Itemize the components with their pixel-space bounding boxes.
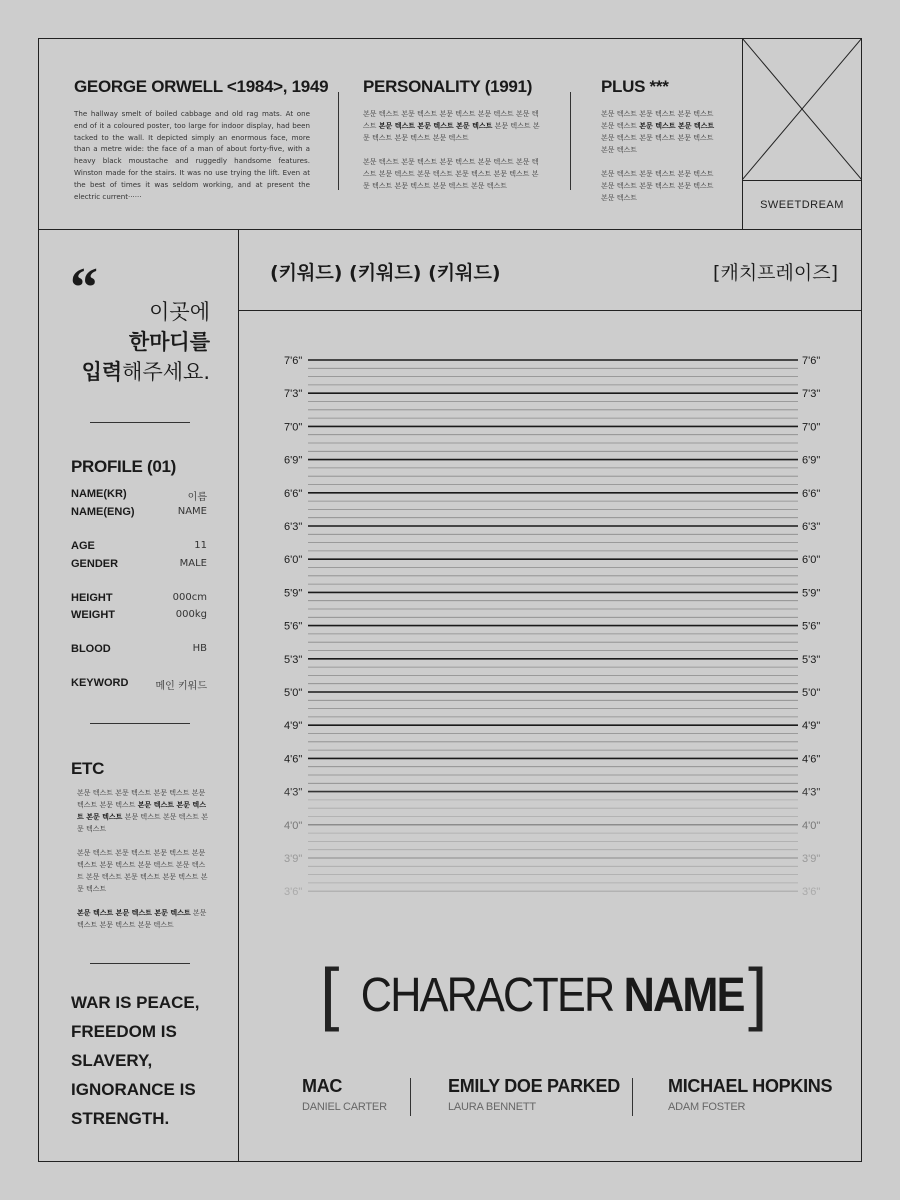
col2-text: 본문 텍스트 본문 텍스트 본문 텍스트 본문 텍스트 본문 텍스트 <box>363 110 539 130</box>
photo-frame-bottom <box>742 180 862 181</box>
height-label-right: 6'0" <box>802 554 821 567</box>
slogan-line: SLAVERY, <box>71 1051 153 1070</box>
profile-key: NAME(KR) <box>71 488 127 500</box>
height-label-right: 4'9" <box>802 720 821 733</box>
etc-text: 본문 텍스트 본문 텍스트 본문 텍스트 본문 텍스트 본문 텍스트 <box>77 789 206 809</box>
profile-value: 이름 <box>187 492 207 503</box>
name-block-subtitle: DANIEL CARTER <box>302 1101 387 1113</box>
height-label-right: 7'6" <box>802 355 821 367</box>
profile-value: NAME <box>177 506 207 517</box>
catchphrase: [캐치프레이즈] <box>713 262 838 284</box>
height-label-left: 6'6" <box>284 487 303 500</box>
height-label-right: 3'9" <box>802 853 821 865</box>
height-label-left: 5'3" <box>284 653 303 666</box>
height-label-left: 6'9" <box>284 454 303 467</box>
col3-text: 본문 텍스트 본문 텍스트 본문 텍스트 본문 텍스트 <box>601 110 714 130</box>
profile-title: PROFILE (01) <box>71 457 177 476</box>
slogan-line: WAR IS PEACE, <box>71 993 200 1012</box>
profile-value: 000kg <box>175 609 207 620</box>
height-label-right: 4'6" <box>802 753 821 766</box>
profile-row-keyword <box>71 677 207 692</box>
profile-value: 000cm <box>172 592 207 603</box>
name-block-title: EMILY DOE PARKED <box>448 1076 620 1096</box>
height-label-right: 5'0" <box>802 687 821 699</box>
etc-text: 본문 텍스트 본문 텍스트 본문 텍스트 <box>77 909 207 929</box>
header-col3-para1 <box>601 108 717 156</box>
profile-key: GENDER <box>71 558 119 570</box>
etc-para-2: 본문 텍스트 본문 텍스트 본문 텍스트 본문 텍스트 본문 텍스트 본문 텍스트 본문 텍스트 본문 텍스트 본문 텍스트 본문 텍스트 본문 텍스트 <box>77 849 208 893</box>
character-name-bold: NAME <box>623 969 744 1022</box>
etc-title: ETC <box>71 759 105 778</box>
header-col1-title: GEORGE ORWELL <1984>, 1949 <box>74 77 329 96</box>
header-col2-title: PERSONALITY (1991) <box>363 77 533 96</box>
slogan <box>71 988 199 1133</box>
profile-key: AGE <box>71 540 95 552</box>
profile-row-blood <box>71 643 207 655</box>
slogan-line: FREEDOM IS <box>71 1022 177 1041</box>
profile-value: HB <box>192 643 207 654</box>
quote-line-3 <box>60 357 210 387</box>
quote-block <box>60 297 210 387</box>
profile-value: 메인 키워드 <box>155 681 207 692</box>
height-label-right: 7'3" <box>802 388 821 401</box>
sidebar-divider <box>238 229 239 1162</box>
etc-bold-text: 본문 텍스트 본문 텍스트 본문 텍스트 <box>77 801 206 821</box>
height-label-left: 7'0" <box>284 421 303 434</box>
profile-key: WEIGHT <box>71 609 115 621</box>
header-col-divider-2 <box>570 92 571 190</box>
height-label-left: 3'9" <box>284 853 303 865</box>
profile-row-name-eng <box>71 506 207 518</box>
height-label-right: 7'0" <box>802 421 821 434</box>
profile-key: HEIGHT <box>71 592 113 604</box>
height-label-right: 6'6" <box>802 487 821 500</box>
height-label-right: 6'3" <box>802 521 821 533</box>
height-label-left: 3'6" <box>284 886 303 899</box>
height-chart <box>240 330 860 910</box>
sidebar-divider-2 <box>90 723 190 724</box>
name-block-1 <box>302 1076 387 1113</box>
col2-text: 본문 텍스트 본문 텍스트 본문 텍스트 본문 텍스트 <box>363 122 540 142</box>
profile-row-height <box>71 592 207 604</box>
header-col2-body <box>363 108 545 204</box>
profile-value: MALE <box>179 558 207 569</box>
height-label-left: 5'6" <box>284 620 303 633</box>
name-divider-2 <box>632 1078 633 1116</box>
sidebar-divider-1 <box>90 422 190 423</box>
name-block-title: MAC <box>302 1076 343 1096</box>
header-col1-body: The hallway smelt of boiled cabbage and old rag mats. At one end of it a coloured poster, too large for indoor display, had been tacked to the wall. It depicted simply an enormous face, more than a metre wide: the face of a man of about forty-five, with a heavy black moustache and ruggedly handsome features. Winston made for the stairs. It was no use trying the lift. Even at the best of times it was seldom working, and at present the electric current······ <box>74 109 310 201</box>
name-block-3 <box>668 1076 832 1113</box>
header-col3-body <box>601 108 717 216</box>
etc-para-3 <box>77 907 209 931</box>
height-label-left: 4'6" <box>284 753 303 766</box>
profile-row-gender <box>71 558 207 570</box>
height-label-right: 4'0" <box>802 819 821 832</box>
height-label-right: 4'3" <box>802 786 821 799</box>
profile-row-age <box>71 540 207 552</box>
col2-bold-text: 본문 텍스트 본문 텍스트 본문 텍스트 <box>378 122 493 130</box>
keywords: (키워드) (키워드) (키워드) <box>270 262 501 284</box>
header-col2-para1 <box>363 108 545 144</box>
height-label-right: 6'9" <box>802 454 821 467</box>
etc-bold-text: 본문 텍스트 본문 텍스트 본문 텍스트 <box>77 909 191 917</box>
quote-line-3-bold: 입력 <box>81 360 123 384</box>
bracket-right: ] <box>748 954 768 1032</box>
photo-placeholder-icon <box>742 38 862 180</box>
height-label-left: 5'9" <box>284 587 303 600</box>
quote-line-3-rest: 해주세요. <box>122 360 210 384</box>
header-col2-para2: 본문 텍스트 본문 텍스트 본문 텍스트 본문 텍스트 본문 텍스트 본문 텍스트 본문 텍스트 본문 텍스트 본문 텍스트 본문 텍스트 본문 텍스트 본문 텍스트 본문 텍스트 <box>363 158 539 190</box>
profile-value: 11 <box>194 540 207 551</box>
name-block-subtitle: ADAM FOSTER <box>668 1101 746 1113</box>
header-col-divider-1 <box>338 92 339 190</box>
name-block-title: MICHAEL HOPKINS <box>668 1076 833 1096</box>
keyword-divider <box>238 310 862 311</box>
col3-bold-text: 본문 텍스트 본문 텍스트 <box>639 122 715 130</box>
name-block-subtitle: LAURA BENNETT <box>448 1101 536 1113</box>
quote-line-1: 이곳에 <box>149 300 210 324</box>
etc-text: 본문 텍스트 본문 텍스트 본문 텍스트 <box>77 813 208 833</box>
height-label-left: 7'3" <box>284 388 303 401</box>
quote-mark: “ <box>70 257 98 319</box>
height-label-left: 7'6" <box>284 355 303 367</box>
height-label-right: 5'3" <box>802 653 821 666</box>
height-label-right: 5'6" <box>802 620 821 633</box>
name-block-2 <box>448 1076 620 1113</box>
slogan-line: IGNORANCE IS <box>71 1080 196 1099</box>
quote-line-2 <box>60 327 210 357</box>
profile-key: BLOOD <box>71 643 111 655</box>
etc-para-1 <box>77 787 209 835</box>
height-label-left: 6'3" <box>284 521 303 533</box>
height-label-left: 6'0" <box>284 554 303 567</box>
character-name-light: CHARACTER <box>360 969 624 1022</box>
header-col3-para2: 본문 텍스트 본문 텍스트 본문 텍스트 본문 텍스트 본문 텍스트 본문 텍스트 본문 텍스트 <box>601 170 714 202</box>
header-col3-title: PLUS *** <box>601 77 669 96</box>
col3-text: 본문 텍스트 본문 텍스트 본문 텍스트 본문 텍스트 <box>601 134 714 154</box>
height-label-left: 4'3" <box>284 786 303 799</box>
sidebar-divider-3 <box>90 963 190 964</box>
quote-line-2-text: 한마디를 <box>128 330 210 354</box>
bracket-left: [ <box>320 954 340 1032</box>
header-divider <box>38 229 862 230</box>
name-divider-1 <box>410 1078 411 1116</box>
slogan-line: STRENGTH. <box>71 1109 170 1128</box>
height-label-right: 3'6" <box>802 886 821 899</box>
height-label-right: 5'9" <box>802 587 821 600</box>
profile-row-name-kr <box>71 488 207 503</box>
photo-caption: SWEETDREAM <box>760 199 844 211</box>
profile-key: NAME(ENG) <box>71 506 135 518</box>
height-label-left: 4'9" <box>284 720 303 733</box>
height-label-left: 5'0" <box>284 687 303 699</box>
profile-key: KEYWORD <box>71 677 129 689</box>
height-label-left: 4'0" <box>284 819 303 832</box>
character-name <box>360 968 744 1023</box>
etc-body <box>77 787 209 943</box>
profile-row-weight <box>71 609 207 621</box>
